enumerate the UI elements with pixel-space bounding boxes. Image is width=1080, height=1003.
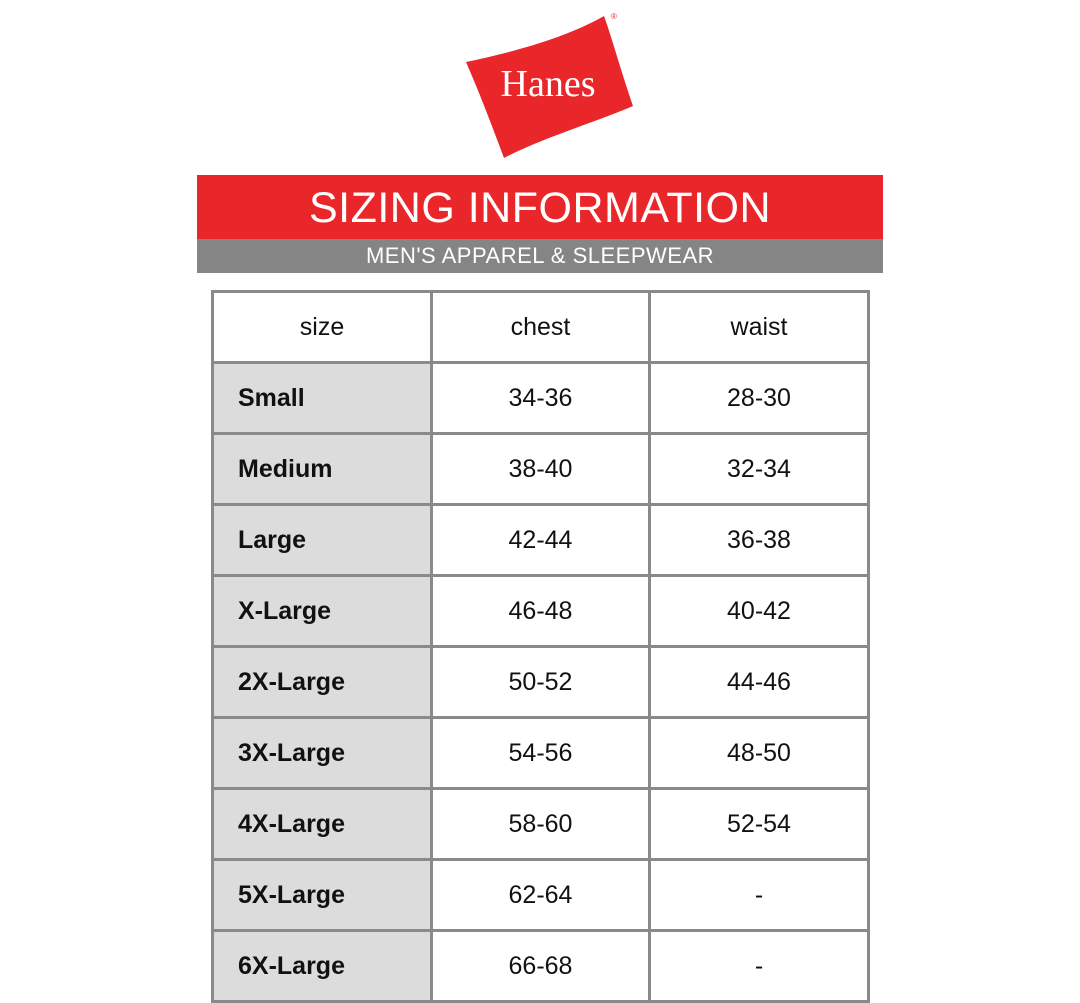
chest-cell: 50-52 (432, 647, 650, 718)
header-row (213, 292, 869, 363)
category-subtitle-banner: MEN'S APPAREL & SLEEPWEAR (197, 239, 883, 273)
table-row (213, 505, 869, 576)
chest-cell: 66-68 (432, 931, 650, 1002)
table-row (213, 576, 869, 647)
table-row (213, 363, 869, 434)
table-row (213, 647, 869, 718)
waist-cell: 52-54 (650, 789, 869, 860)
size-cell: 3X-Large (213, 718, 432, 789)
waist-cell: - (650, 931, 869, 1002)
table-row (213, 931, 869, 1002)
registered-mark: ® (611, 12, 617, 21)
waist-cell: 44-46 (650, 647, 869, 718)
table-row (213, 718, 869, 789)
hanes-flag-icon (462, 10, 640, 162)
table-row (213, 434, 869, 505)
waist-cell: 48-50 (650, 718, 869, 789)
chest-cell: 58-60 (432, 789, 650, 860)
chest-cell: 54-56 (432, 718, 650, 789)
size-chart-table (211, 290, 870, 1003)
waist-cell: 40-42 (650, 576, 869, 647)
size-cell: 6X-Large (213, 931, 432, 1002)
chest-cell: 38-40 (432, 434, 650, 505)
size-cell: Medium (213, 434, 432, 505)
sizing-title-banner: SIZING INFORMATION (197, 175, 883, 239)
table-row (213, 789, 869, 860)
size-cell: 2X-Large (213, 647, 432, 718)
waist-cell: 32-34 (650, 434, 869, 505)
logo-wordmark: Hanes (500, 63, 596, 105)
size-cell: Small (213, 363, 432, 434)
waist-cell: 36-38 (650, 505, 869, 576)
hanes-logo (462, 10, 640, 162)
chest-cell: 46-48 (432, 576, 650, 647)
waist-cell: 28-30 (650, 363, 869, 434)
size-cell: X-Large (213, 576, 432, 647)
column-header-size: size (213, 292, 432, 363)
chest-cell: 34-36 (432, 363, 650, 434)
chest-cell: 62-64 (432, 860, 650, 931)
column-header-waist: waist (650, 292, 869, 363)
waist-cell: - (650, 860, 869, 931)
column-header-chest: chest (432, 292, 650, 363)
size-cell: 4X-Large (213, 789, 432, 860)
chest-cell: 42-44 (432, 505, 650, 576)
table-row (213, 860, 869, 931)
size-cell: 5X-Large (213, 860, 432, 931)
size-cell: Large (213, 505, 432, 576)
